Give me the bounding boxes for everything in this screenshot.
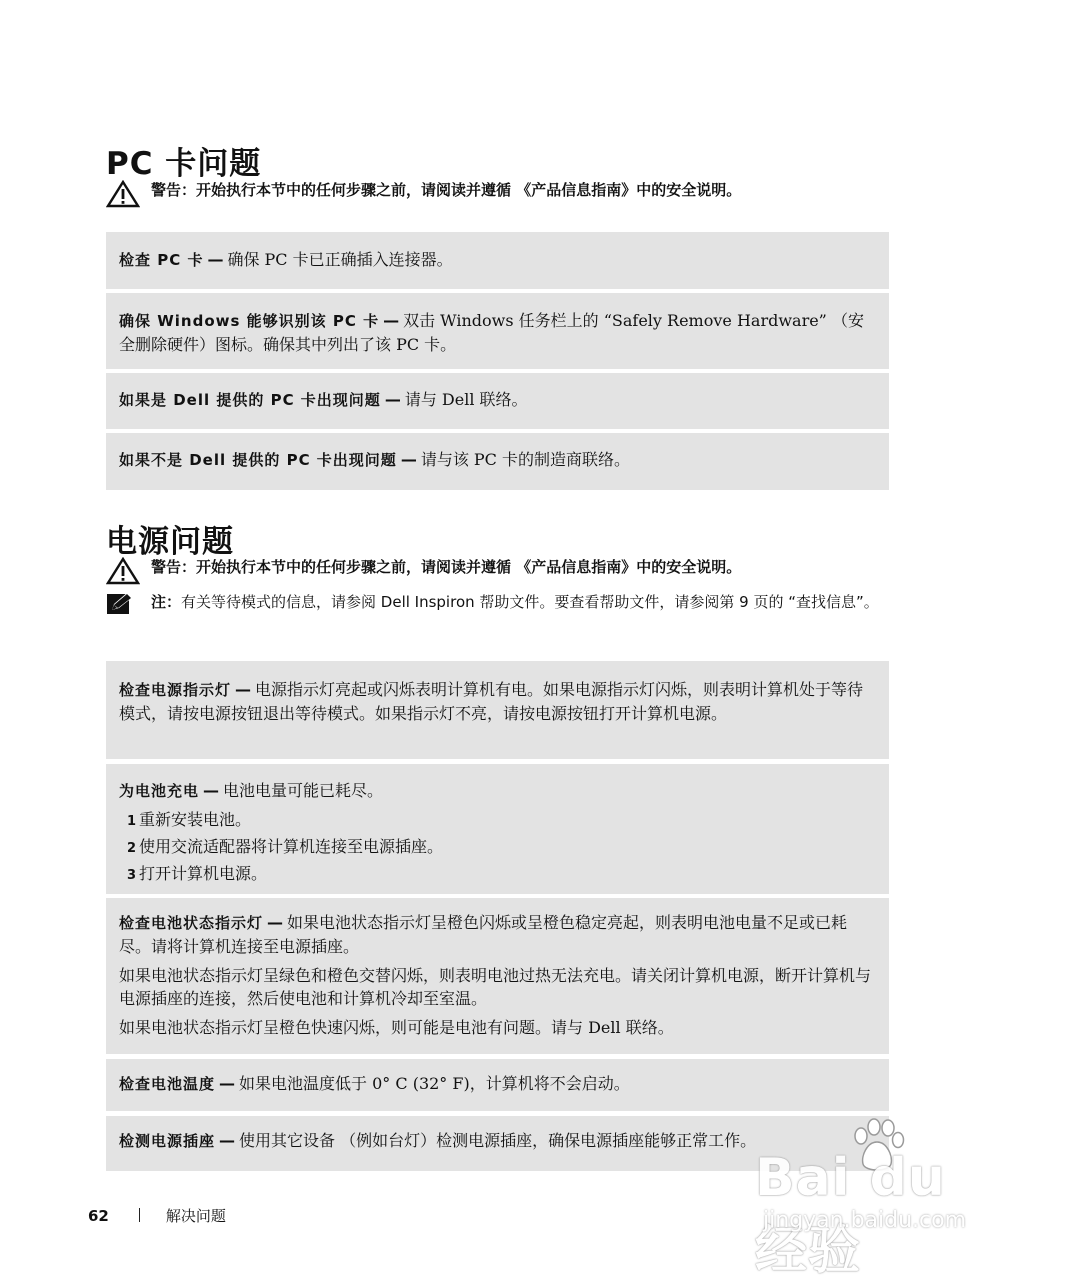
item-heading: 如果是 Dell 提供的 PC 卡出现问题 [119, 391, 381, 409]
item-heading: 检查电池状态指示灯 [119, 914, 264, 932]
em-dash: — [384, 390, 401, 409]
warning-notice [106, 557, 956, 577]
page-number: 62 [88, 1207, 109, 1225]
em-dash: — [207, 250, 224, 269]
item-text: 双击 Windows 任务栏上的 “Safely Remove Hardware” （安全删除硬件）图标。确保其中列出了该 PC 卡。 [119, 311, 864, 354]
warning-text: 警告：开始执行本节中的任何步骤之前，请阅读并遵循 《产品信息指南》中的安全说明。 [151, 181, 742, 199]
troubleshoot-item [106, 373, 889, 429]
em-dash: — [235, 680, 252, 699]
step-text: 打开计算机电源。 [139, 864, 268, 883]
note-notice [106, 592, 956, 612]
item-text: 请与该 PC 卡的制造商联络。 [420, 450, 630, 469]
troubleshoot-item [106, 764, 889, 894]
step-list [119, 807, 875, 888]
item-heading: 检查 PC 卡 [119, 251, 204, 269]
troubleshoot-item [106, 661, 889, 759]
step-text: 使用交流适配器将计算机连接至电源插座。 [139, 837, 444, 856]
em-dash: — [383, 311, 400, 330]
step-number: 2 [127, 841, 137, 856]
item-text: 使用其它设备 （例如台灯）检测电源插座，确保电源插座能够正常工作。 [239, 1131, 757, 1150]
item-text: 如果电池状态指示灯呈橙色闪烁或呈橙色稳定亮起，则表明电池电量不足或已耗尽。请将计算机连接至电源插座。 [119, 913, 848, 956]
list-item [119, 861, 875, 888]
watermark-logo: Bai du 经验 [755, 1148, 946, 1281]
em-dash: — [400, 450, 417, 469]
item-text: 电池电量可能已耗尽。 [223, 781, 384, 800]
warning-triangle-icon [106, 557, 140, 585]
list-item [119, 807, 875, 834]
em-dash: — [267, 913, 284, 932]
step-text: 重新安装电池。 [139, 810, 252, 829]
item-heading: 确保 Windows 能够识别该 PC 卡 [119, 312, 380, 330]
item-heading: 如果不是 Dell 提供的 PC 卡出现问题 [119, 451, 397, 469]
troubleshoot-item [106, 293, 889, 369]
item-paragraph: 如果电池状态指示灯呈绿色和橙色交替闪烁，则表明电池过热无法充电。请关闭计算机电源，断开计算机与电源插座的连接，然后使电池和计算机冷却至室温。 [119, 966, 872, 1008]
troubleshoot-item [106, 1059, 889, 1111]
step-number: 3 [127, 868, 137, 883]
warning-notice [106, 180, 956, 200]
item-heading: 检查电源指示灯 [119, 681, 232, 699]
footer-divider [139, 1208, 140, 1222]
item-heading: 为电池充电 [119, 782, 200, 800]
watermark [755, 1118, 1005, 1281]
note-body: 有关等待模式的信息，请参阅 Dell Inspiron 帮助文件。要查看帮助文件，请参阅第 9 页的 “查找信息”。 [181, 593, 879, 611]
section-title-power: 电源问题 [106, 524, 234, 560]
note-label: 注： [151, 593, 182, 611]
item-text: 确保 PC 卡已正确插入连接器。 [227, 250, 453, 269]
warning-triangle-icon [106, 180, 140, 208]
em-dash: — [203, 781, 220, 800]
troubleshoot-item [106, 433, 889, 490]
item-text: 如果电池温度低于 0° C (32° F)，计算机将不会启动。 [239, 1074, 630, 1093]
item-paragraph: 如果电池状态指示灯呈橙色快速闪烁，则可能是电池有问题。请与 Dell 联络。 [119, 1018, 674, 1037]
troubleshoot-item [106, 898, 889, 1054]
troubleshoot-item [106, 232, 889, 289]
item-heading: 检查电池温度 [119, 1075, 216, 1093]
note-pencil-icon [106, 592, 136, 616]
warning-text: 警告：开始执行本节中的任何步骤之前，请阅读并遵循 《产品信息指南》中的安全说明。 [151, 558, 742, 576]
em-dash: — [219, 1074, 236, 1093]
page-footer [88, 1206, 226, 1226]
item-heading: 检测电源插座 [119, 1132, 216, 1150]
note-text [151, 592, 956, 612]
item-text: 请与 Dell 联络。 [404, 390, 528, 409]
footer-section: 解决问题 [165, 1207, 226, 1225]
item-text: 电源指示灯亮起或闪烁表明计算机有电。如果电源指示灯闪烁，则表明计算机处于等待模式，请按电源按钮退出等待模式。如果指示灯不亮，请按电源按钮打开计算机电源。 [119, 680, 864, 723]
em-dash: — [219, 1131, 236, 1150]
section-title-pc-card: PC 卡问题 [106, 146, 262, 182]
list-item [119, 834, 875, 861]
step-number: 1 [127, 814, 137, 829]
watermark-url: jingyan.baidu.com [763, 1208, 967, 1233]
